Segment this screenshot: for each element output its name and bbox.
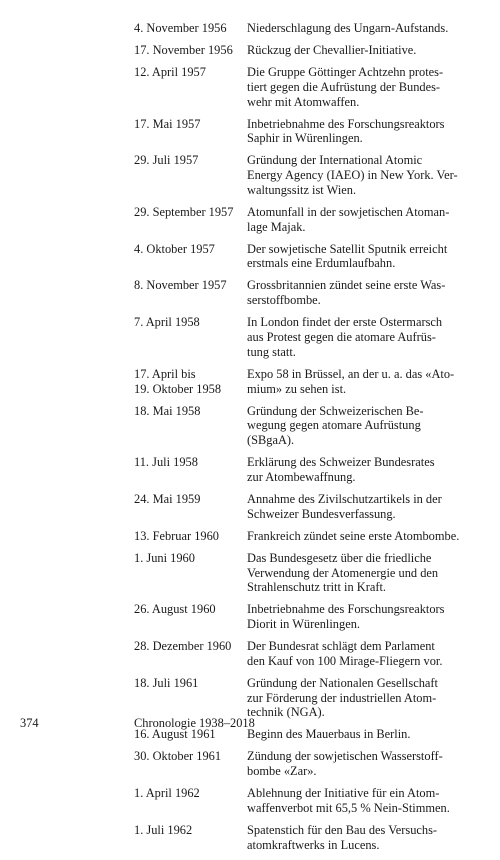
entry-date-line: 29. September 1957 (134, 204, 234, 219)
chronology-entry (134, 367, 474, 397)
entry-description (247, 404, 474, 448)
entry-description-line: Erklärung des Schweizer Bundesrates (247, 455, 435, 470)
entry-description-line: Ablehnung der Initiative für ein Atom- (247, 786, 440, 801)
entry-date (134, 242, 247, 272)
chronology-entry (134, 492, 474, 522)
entry-date-line: 13. Februar 1960 (134, 528, 219, 543)
entry-description (247, 823, 474, 853)
chronology-entry (134, 676, 474, 720)
page-number: 374 (20, 716, 39, 730)
entry-description (247, 786, 474, 816)
entry-description-line: technik (NGA). (247, 705, 325, 720)
entry-date-line: 8. November 1957 (134, 278, 227, 293)
entry-date-line: 29. Juli 1957 (134, 153, 199, 168)
entry-description (247, 21, 474, 36)
entry-description-line: Saphir in Würenlingen. (247, 131, 363, 146)
entry-description (247, 278, 474, 308)
entry-description-line: serstoffbombe. (247, 293, 321, 308)
entry-description-line: Strahlenschutz tritt in Kraft. (247, 580, 387, 595)
entry-date-line: 17. Mai 1957 (134, 116, 201, 131)
entry-date-line: 4. Oktober 1957 (134, 241, 215, 256)
entry-date (134, 676, 247, 720)
entry-date (134, 205, 247, 235)
entry-description-line: Atomunfall in der sowjetischen Atoman- (247, 204, 450, 219)
entry-description (247, 492, 474, 522)
chronology-entry (134, 602, 474, 632)
entry-date-line: 4. November 1956 (134, 21, 227, 35)
entry-description-line: Grossbritannien zündet seine erste Was- (247, 278, 446, 293)
entry-description (247, 153, 474, 197)
running-title: Chronologie 1938–2018 (134, 716, 255, 730)
entry-description (247, 367, 474, 397)
entry-description-line: Diorit in Würenlingen. (247, 617, 360, 632)
entry-description-line: Schweizer Bundesverfassung. (247, 506, 396, 521)
page-footer (0, 716, 500, 736)
entry-description-line: Das Bundesgesetz über die friedliche (247, 550, 432, 565)
entry-description-line: waffenverbot mit 65,5 % Nein-Stimmen. (247, 801, 450, 816)
entry-description-line: Inbetriebnahme des Forschungsreaktors (247, 116, 445, 131)
chronology-entry (134, 639, 474, 669)
entry-date-line: 24. Mai 1959 (134, 491, 201, 506)
entry-date (134, 278, 247, 308)
chronology-entry (134, 21, 474, 36)
chronology-entry (134, 455, 474, 485)
chronology-entry (134, 117, 474, 147)
entry-description-line: wehr mit Atomwaffen. (247, 94, 360, 109)
entry-description (247, 529, 474, 544)
entry-date (134, 65, 247, 109)
entry-description-line: waltungssitz ist Wien. (247, 182, 357, 197)
chronology-entry (134, 786, 474, 816)
entry-description-line: Der sowjetische Satellit Sputnik erreicht (247, 241, 448, 256)
entry-date (134, 117, 247, 147)
chronology-entry (134, 242, 474, 272)
entry-date (134, 492, 247, 522)
entry-description (247, 602, 474, 632)
entry-date (134, 455, 247, 485)
entry-description (247, 551, 474, 595)
chronology-entry (134, 205, 474, 235)
entry-date-line: 16. August 1961 (134, 727, 216, 742)
entry-date-line: 17. November 1956 (134, 42, 233, 57)
chronology-entry (134, 749, 474, 779)
entry-description-line: Spatenstich für den Bau des Versuchs- (247, 823, 438, 837)
chronology-entry (134, 65, 474, 109)
entry-description-line: bombe «Zar». (247, 764, 317, 779)
entry-description (247, 242, 474, 272)
entry-description (247, 117, 474, 147)
entry-date-line: 12. April 1957 (134, 64, 206, 79)
entry-description-line: Verwendung der Atomenergie und den (247, 565, 439, 580)
entry-date (134, 529, 247, 544)
entry-date-line: 7. April 1958 (134, 315, 200, 330)
entry-description-line: Inbetriebnahme des Forschungsreaktors (247, 602, 445, 617)
entry-date-line: 19. Oktober 1958 (134, 381, 222, 396)
entry-description-line: In London findet der erste Ostermarsch (247, 315, 443, 330)
entry-description-line: Der Bundesrat schlägt dem Parlament (247, 639, 435, 654)
entry-description (247, 43, 474, 58)
entry-description-line: Die Gruppe Göttinger Achtzehn protes- (247, 64, 444, 79)
entry-description (247, 749, 474, 779)
entry-date (134, 639, 247, 669)
chronology-entry (134, 278, 474, 308)
entry-date (134, 602, 247, 632)
entry-date-line: 30. Oktober 1961 (134, 749, 222, 764)
entry-date (134, 749, 247, 779)
entry-description-line: zur Atombewaffnung. (247, 469, 356, 484)
entry-description-line: Niederschlagung des Ungarn-Aufstands. (247, 21, 449, 35)
entry-date-line: 1. April 1962 (134, 786, 200, 801)
entry-date-line: 17. April bis (134, 366, 196, 381)
entry-description-line: wegung gegen atomare Aufrüstung (247, 418, 421, 433)
entry-description-line: tiert gegen die Aufrüstung der Bundes- (247, 79, 441, 94)
entry-description-line: atomkraftwerks in Lucens. (247, 837, 380, 852)
entry-description (247, 676, 474, 720)
entry-description (247, 455, 474, 485)
entry-date-line: 1. Juni 1960 (134, 550, 195, 565)
entry-description-line: lage Majak. (247, 219, 306, 234)
chronology-entry (134, 823, 474, 853)
chronology-entry (134, 529, 474, 544)
entry-description-line: aus Protest gegen die atomare Aufrüs- (247, 330, 436, 345)
entry-description (247, 205, 474, 235)
entry-date-line: 11. Juli 1958 (134, 455, 198, 470)
chronology-entry (134, 315, 474, 359)
entry-description-line: Gründung der Schweizerischen Be- (247, 403, 424, 418)
chronology-entry (134, 43, 474, 58)
entry-date (134, 404, 247, 448)
entry-date-line: 18. Juli 1961 (134, 675, 199, 690)
chronology-entry (134, 153, 474, 197)
entry-date (134, 43, 247, 58)
entry-description-line: Beginn des Mauerbaus in Berlin. (247, 727, 411, 742)
entry-description-line: Expo 58 in Brüssel, an der u. a. das «Ato- (247, 366, 455, 381)
chronology-entry (134, 404, 474, 448)
entry-description (247, 65, 474, 109)
entry-description-line: mium» zu sehen ist. (247, 381, 347, 396)
entry-description-line: Annahme des Zivilschutzartikels in der (247, 491, 442, 506)
entry-date-line: 18. Mai 1958 (134, 403, 201, 418)
entry-description-line: den Kauf von 100 Mirage-Fliegern vor. (247, 653, 443, 668)
entry-description-line: Rückzug der Chevallier-Initiative. (247, 42, 417, 57)
entry-description-line: tung statt. (247, 344, 296, 359)
entry-description-line: Frankreich zündet seine erste Atombombe. (247, 528, 460, 543)
entry-date-line: 28. Dezember 1960 (134, 639, 232, 654)
entry-date (134, 367, 247, 397)
entry-description-line: erstmals eine Erdumlaufbahn. (247, 256, 396, 271)
entry-date (134, 823, 247, 853)
chronology-entry (134, 551, 474, 595)
entry-date (134, 153, 247, 197)
entry-date (134, 786, 247, 816)
entry-date (134, 315, 247, 359)
entry-date-line: 1. Juli 1962 (134, 823, 193, 837)
entry-description-line: Zündung der sowjetischen Wasserstoff- (247, 749, 443, 764)
entry-description-line: Energy Agency (IAEO) in New York. Ver- (247, 168, 458, 183)
entry-date (134, 21, 247, 36)
entry-description (247, 315, 474, 359)
entry-description-line: (SBgaA). (247, 433, 295, 448)
entry-date (134, 551, 247, 595)
entry-description (247, 639, 474, 669)
entry-description-line: Gründung der Nationalen Gesellschaft (247, 675, 438, 690)
entry-date-line: 26. August 1960 (134, 602, 216, 617)
entry-description-line: zur Förderung der industriellen Atom- (247, 690, 437, 705)
entry-description-line: Gründung der International Atomic (247, 153, 423, 168)
